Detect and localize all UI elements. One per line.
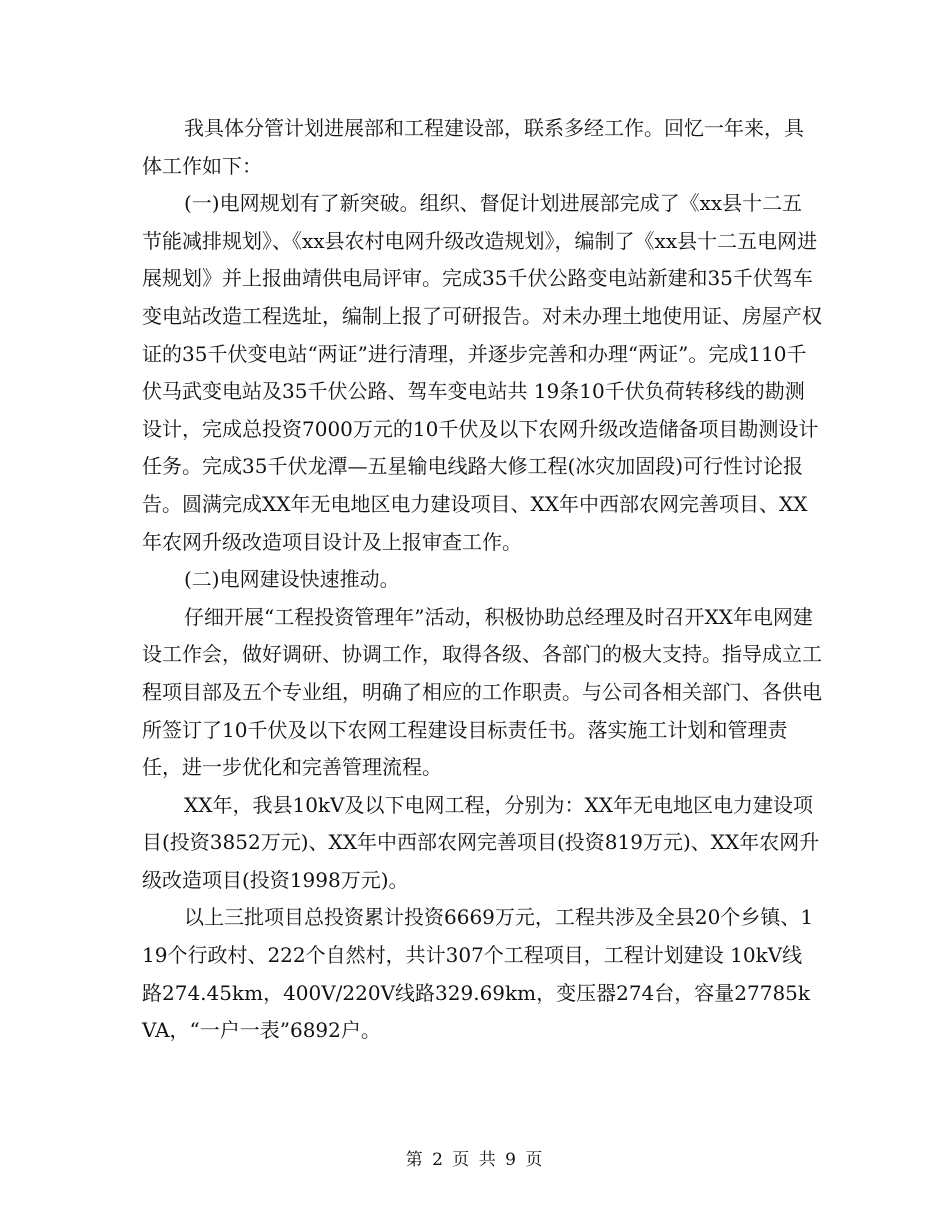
document-body bbox=[142, 110, 822, 1050]
paragraph-projects: XX年，我县10kV及以下电网工程，分别为：XX年无电地区电力建设项目(投资3852万元)、XX年中西部农网完善项目(投资819万元)、XX年农网升级改造项目(投资1998万元)。 bbox=[142, 792, 820, 892]
page-number-footer: 第 2 页 共 9 页 bbox=[405, 1150, 545, 1170]
paragraph-intro: 我具体分管计划进展部和工程建设部，联系多经工作。回忆一年来，具体工作如下： bbox=[142, 116, 804, 178]
paragraph-grid-construction-heading: (二)电网建设快速推动。 bbox=[184, 567, 400, 592]
paragraph-total-investment: 以上三批项目总投资累计投资6669万元，工程共涉及全县20个乡镇、119个行政村、222个自然村，共计307个工程项目，工程计划建设 10kV线路274.45km，400V/220V线路329.69km，变压器274台，容量27785kVA，“一户一表”6892户。 bbox=[142, 905, 814, 1043]
paragraph-investment-management: 仔细开展“工程投资管理年”活动，积极协助总经理及时召开XX年电网建设工作会，做好调研、协调工作，取得各级、各部门的极大支持。指导成立工程项目部及五个专业组，明确了相应的工作职责。与公司各相关部门、各供电所签订了10千伏及以下农网工程建设目标责任书。落实施工计划和管理责任，进一步优化和完善管理流程。 bbox=[142, 604, 822, 780]
paragraph-grid-planning: (一)电网规划有了新突破。组织、督促计划进展部完成了《xx县十二五节能减排规划》、《xx县农村电网升级改造规划》，编制了《xx县十二五电网进展规划》并上报曲靖供电局评审。完成35千伏公路变电站新建和35千伏驾车变电站改造工程选址，编制上报了可研报告。对未办理土地使用证、房屋产权证的35千伏变电站“两证”进行清理，并逐步完善和办理“两证”。完成110千伏马武变电站及35千伏公路、驾车变电站共 19条10千伏负荷转移线的勘测设计，完成总投资7000万元的10千伏及以下农网升级改造储备项目勘测设计任务。完成35千伏龙潭—五星输电线路大修工程(冰灾加固段)可行性讨论报告。圆满完成XX年无电地区电力建设项目、XX年中西部农网完善项目、XX年农网升级改造项目设计及上报审查工作。 bbox=[142, 191, 822, 554]
